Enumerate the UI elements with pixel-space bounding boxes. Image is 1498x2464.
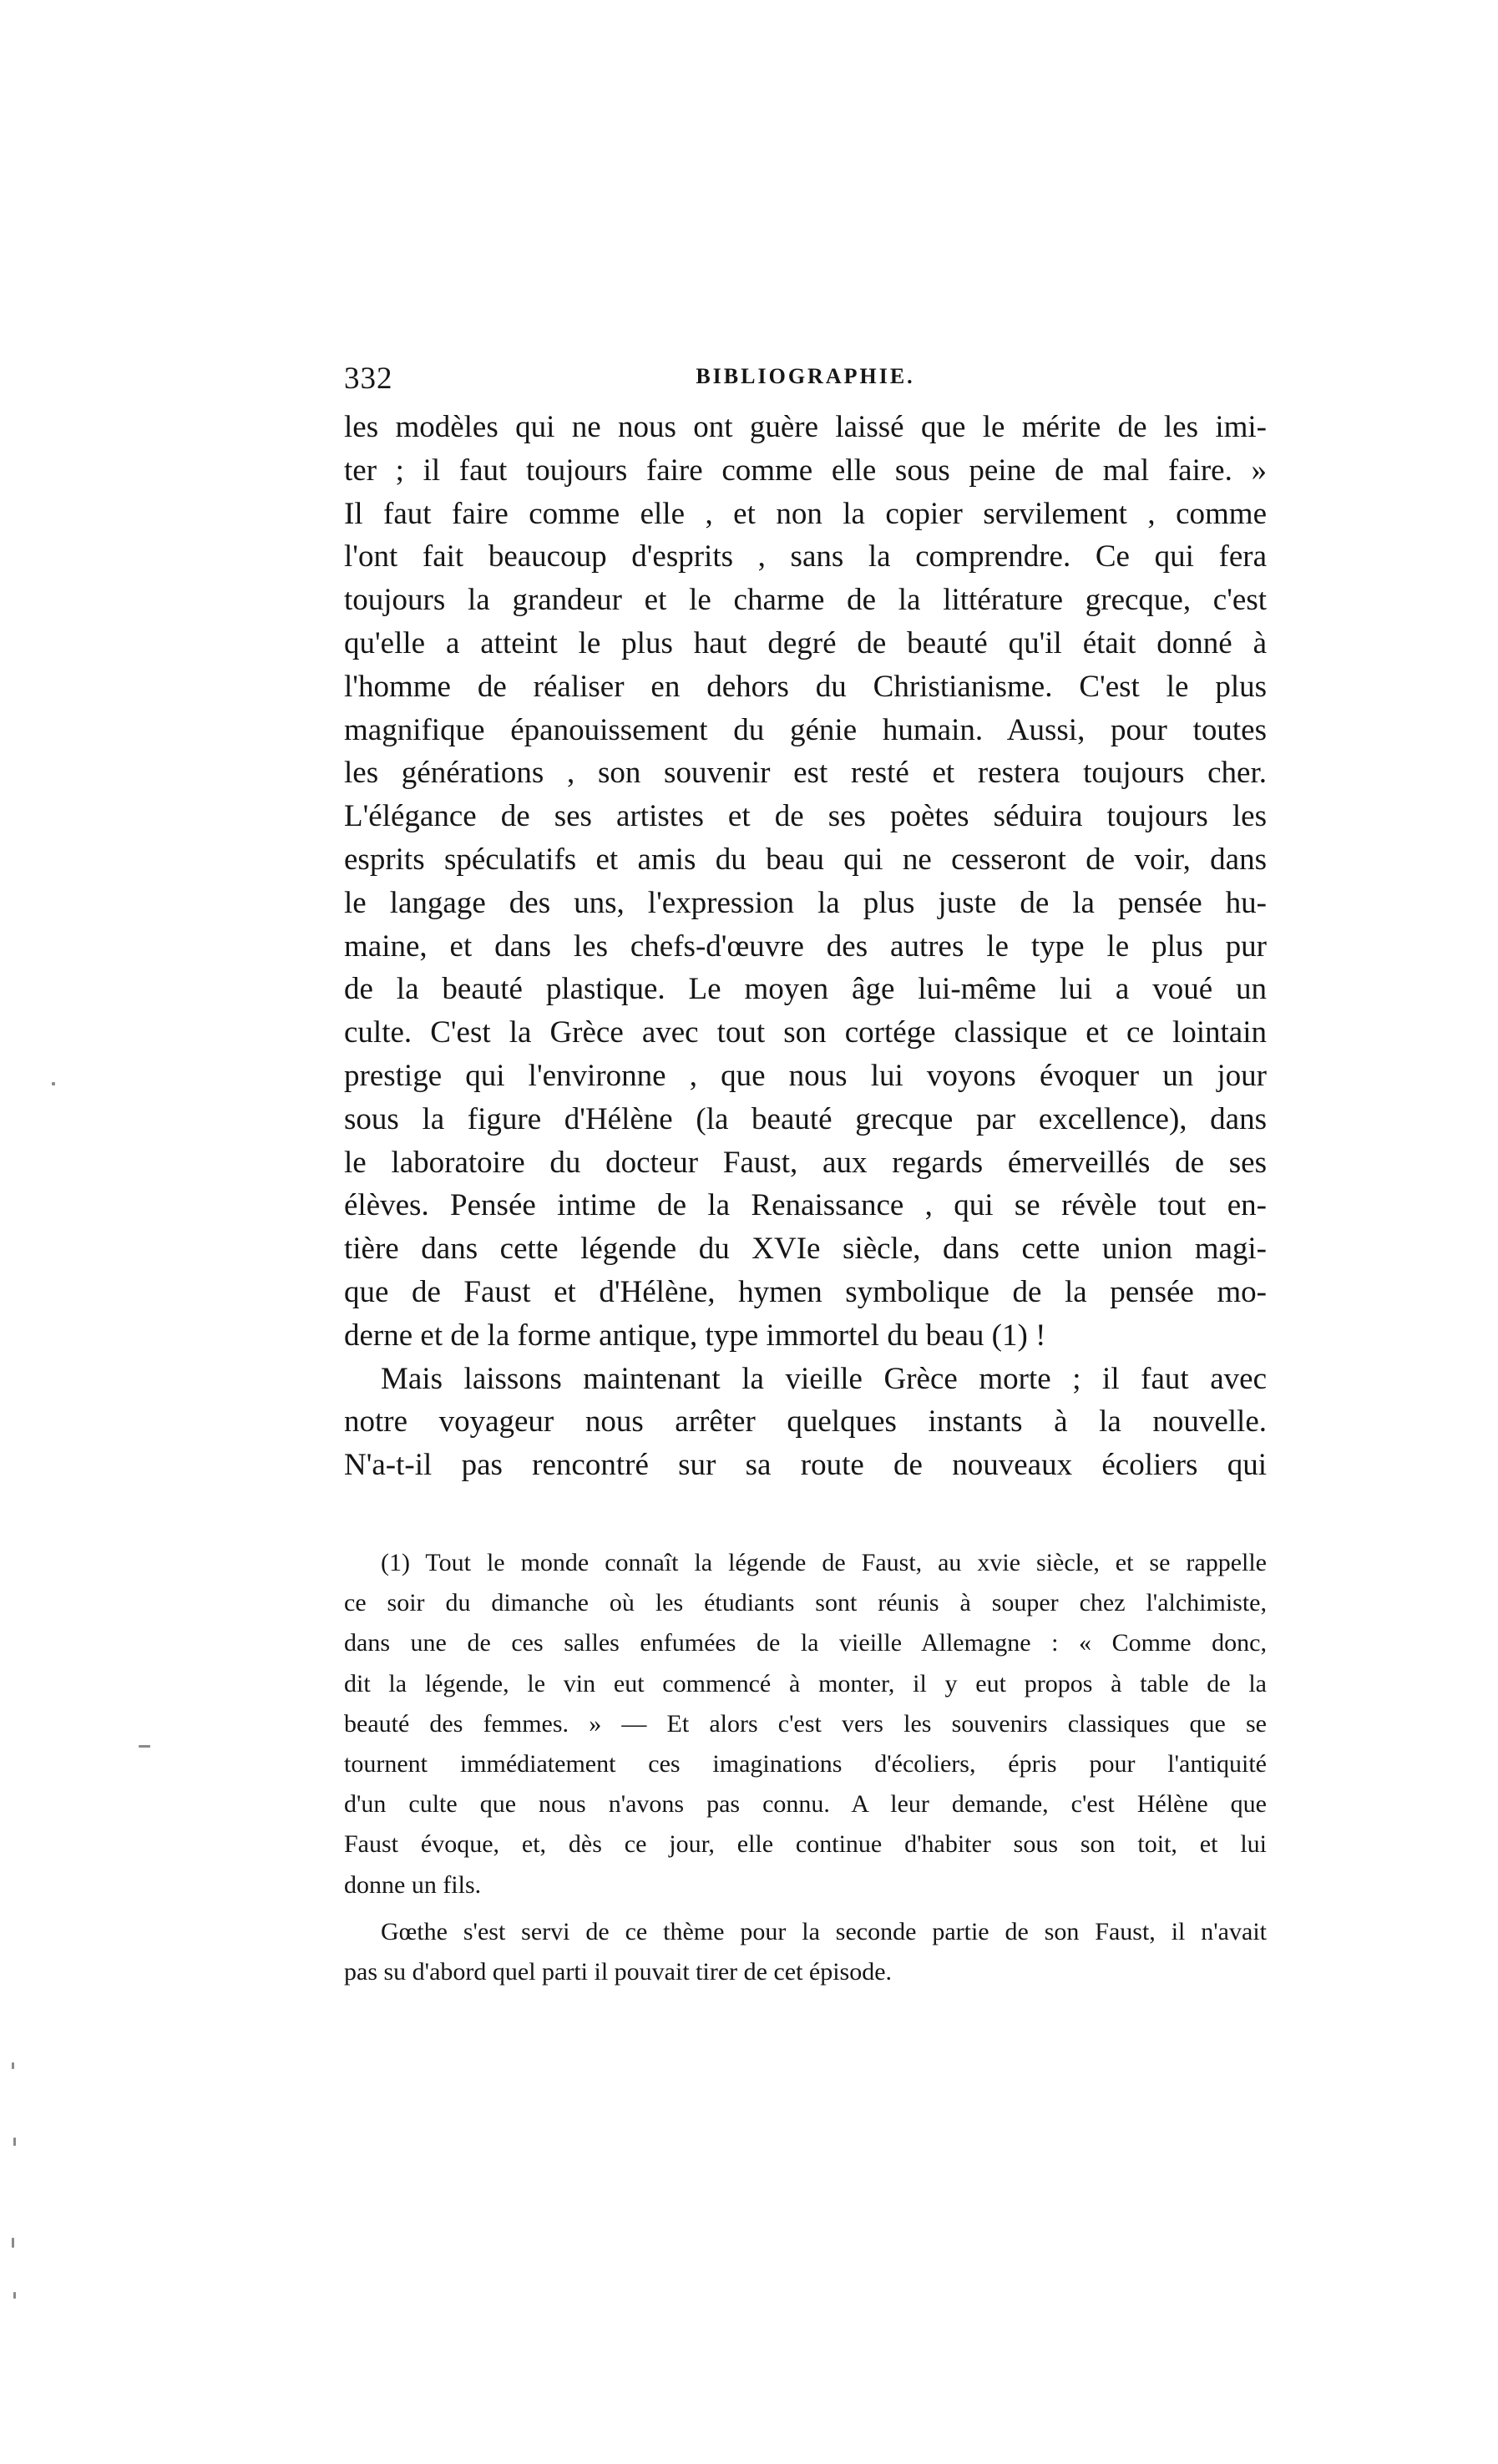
text-line: le laboratoire du docteur Faust, aux regards émerveillés de ses	[344, 1145, 1267, 1180]
text-line: Il faut faire comme elle , et non la copier servilement , comme	[344, 496, 1267, 531]
text-line: élèves. Pensée intime de la Renaissance , qui se révèle tout en-	[344, 1188, 1267, 1223]
footnote-line: Faust évoque, et, dès ce jour, elle continue d'habiter sous son toit, et lui	[344, 1830, 1267, 1859]
footnotes	[344, 1543, 1267, 1992]
text-line: notre voyageur nous arrêter quelques instants à la nouvelle.	[344, 1404, 1267, 1439]
text-line: Mais laissons maintenant la vieille Grèce morte ; il faut avec	[381, 1361, 1267, 1396]
scan-speck	[13, 2138, 16, 2146]
text-line: qu'elle a atteint le plus haut degré de beauté qu'il était donné à	[344, 625, 1267, 660]
scan-speck	[12, 2062, 14, 2069]
text-line: sous la figure d'Hélène (la beauté grecque par excellence), dans	[344, 1101, 1267, 1136]
text-line: que de Faust et d'Hélène, hymen symbolique de la pensée mo-	[344, 1274, 1267, 1309]
footnote-line: dit la légende, le vin eut commencé à monter, il y eut propos à table de la	[344, 1669, 1267, 1697]
text-line: le langage des uns, l'expression la plus juste de la pensée hu-	[344, 885, 1267, 920]
text-line: les modèles qui ne nous ont guère laissé que le mérite de les imi-	[344, 410, 1267, 444]
footnote-line: Gœthe s'est servi de ce thème pour la seconde partie de son Faust, il n'avait	[381, 1917, 1267, 1945]
text-line: L'élégance de ses artistes et de ses poètes séduira toujours les	[344, 799, 1267, 834]
footnote-line: (1) Tout le monde connaît la légende de Faust, au xvie siècle, et se rappelle	[381, 1549, 1267, 1576]
text-line: N'a-t-il pas rencontré sur sa route de nouveaux écoliers qui	[344, 1448, 1267, 1483]
text-line: prestige qui l'environne , que nous lui voyons évoquer un jour	[344, 1058, 1267, 1093]
main-text	[344, 406, 1267, 1487]
running-head: BIBLIOGRAPHIE.	[696, 364, 915, 388]
text-line: toujours la grandeur et le charme de la littérature grecque, c'est	[344, 583, 1267, 618]
footnote-line: d'un culte que nous n'avons pas connu. A leur demande, c'est Hélène que	[344, 1790, 1267, 1819]
scan-speck	[139, 1745, 150, 1748]
text-line: l'homme de réaliser en dehors du Christianisme. C'est le plus	[344, 669, 1267, 704]
scan-speck	[12, 2238, 14, 2248]
text-line: ter ; il faut toujours faire comme elle sous peine de mal faire. »	[344, 453, 1267, 488]
footnote-line: pas su d'abord quel parti il pouvait tirer de cet épisode.	[344, 1957, 893, 1986]
page-header	[344, 361, 1267, 402]
footnote-line: donne un fils.	[344, 1870, 482, 1899]
text-line: les générations , son souvenir est resté et restera toujours cher.	[344, 756, 1267, 791]
footnote-line: beauté des femmes. » — Et alors c'est vers les souvenirs classiques que se	[344, 1709, 1267, 1738]
footnote-spacer	[344, 1905, 1267, 1912]
text-line: tière dans cette légende du XVIe siècle, dans cette union magi-	[344, 1232, 1267, 1267]
text-line: l'ont fait beaucoup d'esprits , sans la comprendre. Ce qui fera	[344, 539, 1267, 574]
text-line: culte. C'est la Grèce avec tout son cortége classique et ce lointain	[344, 1015, 1267, 1050]
text-line: esprits spéculatifs et amis du beau qui ne cesseront de voir, dans	[344, 842, 1267, 877]
scan-speck	[52, 1082, 55, 1085]
text-line: maine, et dans les chefs-d'œuvre des autres le type le plus pur	[344, 928, 1267, 964]
footnote-line: tournent immédiatement ces imaginations d'écoliers, épris pour l'antiquité	[344, 1749, 1267, 1778]
text-line: magnifique épanouissement du génie humain. Aussi, pour toutes	[344, 712, 1267, 747]
text-line: de la beauté plastique. Le moyen âge lui-même lui a voué un	[344, 972, 1267, 1007]
footnote-line: dans une de ces salles enfumées de la vieille Allemagne : « Comme donc,	[344, 1629, 1267, 1657]
footnote-line: ce soir du dimanche où les étudiants sont réunis à souper chez l'alchimiste,	[344, 1589, 1267, 1617]
scan-speck	[13, 2292, 16, 2299]
page-number: 332	[344, 362, 393, 396]
text-line: derne et de la forme antique, type immortel du beau (1) !	[344, 1318, 1046, 1353]
